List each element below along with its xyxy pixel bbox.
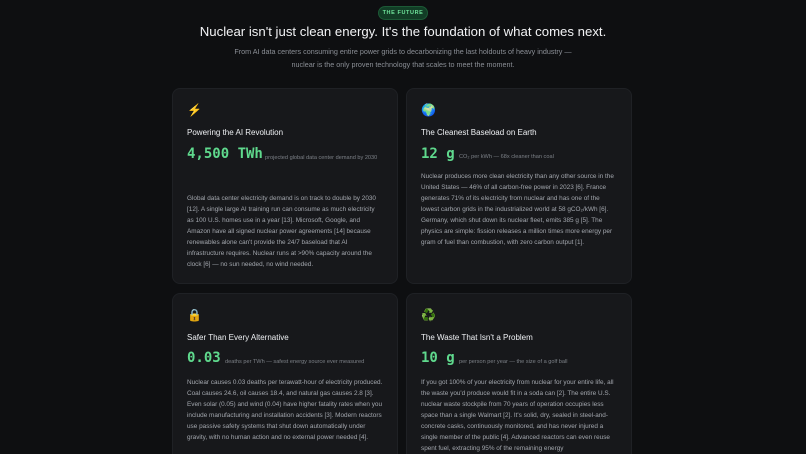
card-stat: 12 g [421,146,455,162]
lock-icon: 🔒 [187,308,202,322]
card-title: The Cleanest Baseload on Earth [421,128,537,137]
card-stat-note: CO₂ per kWh — 68x cleaner than coal [459,154,554,160]
card-stat: 4,500 TWh [187,146,263,162]
card-stat-note: deaths per TWh — safest energy source ever measured [225,359,365,365]
card-title: Powering the AI Revolution [187,128,284,137]
section-badge: THE FUTURE [378,6,428,20]
card-waste [406,293,632,454]
card-body: Nuclear causes 0.03 deaths per terawatt-hour of electricity produced. Coal causes 24.6, oil causes 18.4, and natural gas causes 2.8 [3]. Even solar (0.05) and wind (0.04) have higher fatality rates when you include manufacturing and installation accidents [3]. Modern reactors use passive safety systems that shut down automatically under gravity, with no human action and no external power needed [4]. [187,379,383,441]
card-stat: 10 g [421,350,455,366]
lightning-icon: ⚡ [187,103,202,117]
card-body: Nuclear produces more clean electricity than any other source in the United States — 46% of all carbon-free power in 2023 [6]. France generates 71% of its electricity from nuclear and has one of the lowest carbon grids in the industrialized world at 58 gCO₂/kWh [6]. Germany, which shut down its nuclear fleet, emits 385 g [5]. The physics are simple: fission releases a million times more energy per gram of fuel than combustion, with zero carbon output [1]. [421,173,614,246]
card-cleanest-baseload [406,88,632,284]
recycle-icon: ♻️ [421,308,436,322]
globe-icon: 🌍 [421,103,436,117]
card-body: If you got 100% of your electricity from nuclear for your entire life, all the waste you'd produce would fit in a soda can [2]. The entire U.S. nuclear waste stockpile from 70 years of operation occupies less space than a single Walmart [2]. It's solid, dry, sealed in steel-and-concrete casks, continuously monitored, and has never injured a single member of the public [4]. Advanced reactors can even reuse spent fuel, extracting 95% of the remaining energy [421,379,614,452]
card-ai-revolution [172,88,398,284]
section-headline: Nuclear isn't just clean energy. It's the foundation of what comes next. [199,24,607,39]
section-subtitle: From AI data centers consuming entire power grids to decarbonizing the last holdouts of heavy industry — nuclear is the only proven technology that scales to meet the moment. [234,47,572,69]
card-stat: 0.03 [187,350,221,366]
card-stat-note: projected global data center demand by 2030 [265,155,378,161]
card-title: Safer Than Every Alternative [187,333,289,342]
card-title: The Waste That Isn't a Problem [421,333,533,342]
card-body: Global data center electricity demand is on track to double by 2030 [12]. A single large AI training run can consume as much electricity as 100 U.S. homes use in a year [13]. Microsoft, Google, and Amazon have all signed nuclear power agreements [14] because renewables alone can't provide the 24/7 baseload that AI infrastructure requires. Nuclear runs at >90% capacity around the clock [6] — no sun needed, no wind needed. [187,195,376,268]
card-safety [172,293,398,454]
card-stat-note: per person per year — the size of a golf ball [459,359,568,365]
